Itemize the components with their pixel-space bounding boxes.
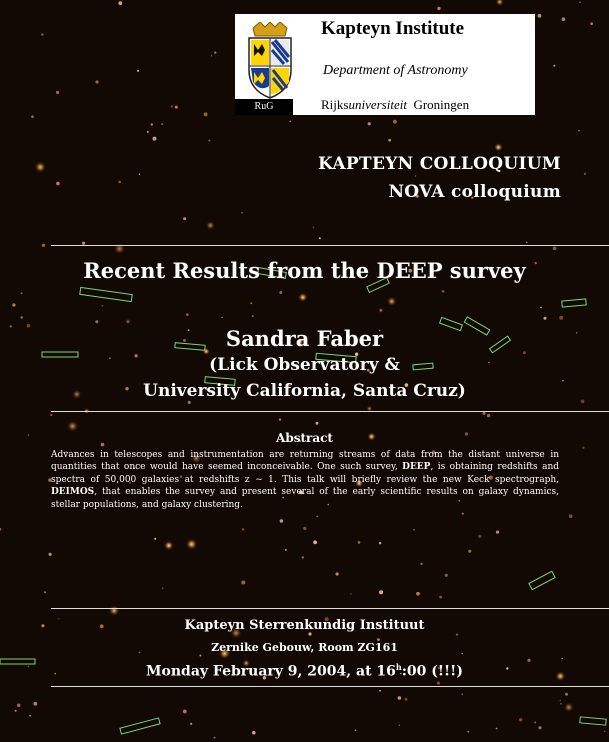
galaxy-blob bbox=[487, 414, 490, 417]
galaxy-blob bbox=[393, 120, 397, 124]
galaxy-blob bbox=[12, 303, 15, 306]
galaxy-blob bbox=[553, 65, 555, 67]
galaxy-blob bbox=[186, 539, 197, 550]
abstract-text-part: , is obtaining redshifts and spectra of 50,000 galaxies at redshifts z ∼ 1. This talk will briefly review the new Keck spectrograph, bbox=[51, 462, 559, 485]
galaxy-blob bbox=[604, 731, 605, 732]
galaxy-blob bbox=[316, 516, 318, 518]
galaxy-blob bbox=[35, 162, 46, 173]
galaxy-blob bbox=[388, 139, 391, 142]
galaxy-blob bbox=[95, 320, 98, 323]
abstract-text-part: , that enables the survey and present several of the early scientific results on galaxy dynamics, stellar populations, and galaxy clustering. bbox=[51, 487, 559, 510]
galaxy-blob bbox=[313, 540, 317, 544]
galaxy-blob bbox=[208, 140, 210, 142]
galaxy-blob bbox=[21, 316, 23, 318]
venue-room: Zernike Gebouw, Room ZG161 bbox=[211, 641, 398, 654]
galaxy-blob bbox=[211, 55, 212, 56]
galaxy-blob bbox=[252, 315, 254, 317]
galaxy-blob bbox=[379, 542, 381, 544]
divider bbox=[51, 411, 609, 412]
venue-date: Monday February 9, 2004, at 16 bbox=[146, 663, 396, 680]
galaxy-blob bbox=[33, 702, 37, 706]
galaxy-blob bbox=[154, 538, 156, 540]
galaxy-blob bbox=[579, 1, 581, 3]
galaxy-blob bbox=[44, 591, 46, 593]
galaxy-blob bbox=[302, 556, 304, 558]
galaxy-blob bbox=[590, 22, 593, 25]
galaxy-blob bbox=[183, 217, 186, 220]
galaxy-blob bbox=[584, 173, 586, 175]
galaxy-blob bbox=[416, 592, 420, 596]
galaxy-blob bbox=[415, 175, 417, 177]
galaxy-blob bbox=[241, 212, 243, 214]
galaxy-blob bbox=[523, 351, 526, 354]
galaxy-blob bbox=[565, 693, 568, 696]
galaxy-blob bbox=[379, 590, 383, 594]
galaxy-blob bbox=[355, 730, 356, 731]
galaxy-blob bbox=[50, 414, 52, 416]
galaxy-blob bbox=[214, 737, 216, 739]
galaxy-blob bbox=[171, 105, 173, 107]
institute-name: Kapteyn Institute bbox=[321, 18, 465, 39]
galaxy-blob bbox=[183, 710, 187, 714]
galaxy-blob bbox=[214, 52, 216, 54]
galaxy-blob bbox=[437, 682, 440, 685]
galaxy-blob bbox=[538, 726, 541, 729]
galaxy-blob bbox=[250, 302, 252, 304]
abstract-heading: Abstract bbox=[276, 431, 333, 445]
galaxy-blob bbox=[221, 317, 222, 318]
venue-datetime bbox=[0, 662, 609, 680]
galaxy-blob bbox=[190, 723, 192, 725]
divider bbox=[51, 686, 609, 687]
galaxy-blob bbox=[368, 122, 371, 125]
university-prefix: Rijks bbox=[321, 97, 349, 112]
galaxy-blob bbox=[358, 541, 361, 544]
galaxy-blob bbox=[564, 703, 573, 712]
galaxy-blob bbox=[336, 572, 339, 575]
galaxy-blob bbox=[153, 137, 157, 141]
galaxy-blob bbox=[56, 91, 59, 94]
galaxy-blob bbox=[379, 690, 381, 692]
galaxy-blob bbox=[578, 130, 580, 132]
galaxy-blob bbox=[41, 33, 43, 35]
speaker-name: Sandra Faber bbox=[225, 326, 384, 351]
galaxy-blob bbox=[49, 553, 52, 556]
galaxy-blob bbox=[494, 143, 502, 151]
galaxy-blob bbox=[303, 527, 306, 530]
galaxy-blob bbox=[560, 700, 561, 701]
galaxy-blob bbox=[553, 247, 557, 251]
galaxy-blob bbox=[442, 290, 445, 293]
galaxy-blob bbox=[316, 422, 319, 425]
galaxy-blob bbox=[560, 703, 562, 705]
galaxy-blob bbox=[562, 17, 566, 21]
galaxy-blob bbox=[399, 725, 400, 726]
galaxy-blob bbox=[483, 412, 486, 415]
galaxy-blob bbox=[289, 121, 291, 123]
galaxy-blob bbox=[496, 728, 498, 730]
galaxy-blob bbox=[109, 605, 119, 615]
galaxy-blob bbox=[582, 447, 584, 449]
galaxy-blob bbox=[67, 421, 78, 432]
galaxy-blob bbox=[544, 317, 547, 320]
galaxy-blob bbox=[462, 513, 464, 515]
galaxy-blob bbox=[350, 593, 351, 594]
galaxy-blob bbox=[519, 718, 522, 721]
galaxy-blob bbox=[188, 401, 191, 404]
galaxy-blob bbox=[413, 529, 414, 530]
galaxy-blob bbox=[280, 519, 284, 523]
colloquium-title: KAPTEYN COLLOQUIUM bbox=[318, 154, 561, 174]
venue-institute: Kapteyn Sterrenkundig Instituut bbox=[184, 618, 425, 633]
galaxy-blob bbox=[562, 658, 563, 659]
galaxy-blob bbox=[95, 80, 98, 83]
galaxy-blob bbox=[559, 316, 563, 320]
divider bbox=[51, 608, 609, 609]
galaxy-blob bbox=[186, 313, 189, 316]
galaxy-blob bbox=[538, 14, 542, 18]
venue-time: :00 (!!!) bbox=[401, 663, 463, 680]
galaxy-blob bbox=[21, 292, 23, 294]
galaxy-blob bbox=[162, 587, 164, 589]
abstract-text-part: Advances in telescopes and instrumentation are returning streams of data from the distant universe in quantities that once would have seemed inconceivable. One such survey, bbox=[51, 450, 559, 473]
galaxy-blob bbox=[56, 182, 60, 186]
galaxy-blob bbox=[161, 123, 163, 125]
speaker-affiliation-line1: (Lick Observatory & bbox=[209, 355, 400, 375]
galaxy-blob bbox=[279, 291, 282, 294]
galaxy-blob bbox=[478, 535, 481, 538]
galaxy-blob bbox=[241, 581, 245, 585]
galaxy-blob bbox=[445, 574, 448, 577]
university-italic: universiteit bbox=[348, 97, 407, 112]
galaxy-blob bbox=[405, 698, 408, 701]
galaxy-blob bbox=[313, 226, 315, 228]
galaxy-blob bbox=[206, 221, 215, 230]
galaxy-blob bbox=[139, 174, 140, 175]
abstract-deep: DEEP bbox=[402, 462, 431, 473]
galaxy-blob bbox=[137, 70, 139, 72]
galaxy-blob bbox=[456, 634, 458, 636]
galaxy-blob bbox=[147, 131, 149, 133]
galaxy-blob bbox=[31, 115, 34, 118]
galaxy-blob bbox=[378, 308, 383, 313]
galaxy-blob bbox=[298, 293, 307, 302]
galaxy-blob bbox=[15, 710, 17, 712]
department-name: Department of Astronomy bbox=[323, 63, 468, 78]
galaxy-blob bbox=[285, 549, 287, 551]
galaxy-blob bbox=[204, 112, 208, 116]
galaxy-blob bbox=[118, 181, 121, 184]
galaxy-blob bbox=[242, 528, 244, 530]
galaxy-blob bbox=[151, 123, 153, 125]
galaxy-blob bbox=[534, 721, 536, 723]
galaxy-blob bbox=[125, 319, 130, 324]
divider bbox=[51, 245, 609, 246]
galaxy-blob bbox=[118, 1, 122, 5]
university-city: Groningen bbox=[413, 97, 470, 112]
galaxy-blob bbox=[420, 563, 422, 565]
university-name bbox=[321, 97, 469, 113]
galaxy-blob bbox=[319, 237, 321, 239]
galaxy-blob bbox=[252, 731, 256, 735]
galaxy-blob bbox=[439, 596, 442, 599]
abstract-text bbox=[51, 449, 559, 511]
galaxy-blob bbox=[462, 694, 463, 695]
galaxy-blob bbox=[279, 418, 281, 420]
galaxy-blob bbox=[17, 704, 20, 707]
galaxy-blob bbox=[29, 715, 31, 717]
venue-date-sup: h bbox=[395, 662, 402, 672]
galaxy-blob bbox=[164, 541, 173, 550]
galaxy-blob bbox=[102, 305, 103, 306]
galaxy-blob bbox=[496, 531, 499, 534]
talk-title: Recent Results from the DEEP survey bbox=[83, 258, 526, 283]
galaxy-blob bbox=[42, 244, 45, 247]
speaker-affiliation-line2: University California, Santa Cruz) bbox=[143, 381, 466, 401]
galaxy-blob bbox=[468, 550, 471, 553]
institute-header bbox=[235, 14, 535, 115]
galaxy-blob bbox=[526, 242, 527, 243]
galaxy-blob bbox=[387, 297, 396, 306]
galaxy-blob bbox=[175, 106, 178, 109]
abstract-deimos: DEIMOS bbox=[51, 487, 95, 498]
galaxy-blob bbox=[467, 731, 469, 733]
university-crest-icon bbox=[245, 22, 295, 100]
colloquium-subtitle: NOVA colloquium bbox=[388, 182, 561, 202]
galaxy-blob bbox=[540, 307, 542, 309]
galaxy-blob bbox=[398, 696, 402, 700]
galaxy-blob bbox=[199, 655, 201, 657]
rug-logo: RuG bbox=[235, 99, 293, 115]
galaxy-blob bbox=[569, 514, 573, 518]
galaxy-blob bbox=[437, 7, 440, 10]
